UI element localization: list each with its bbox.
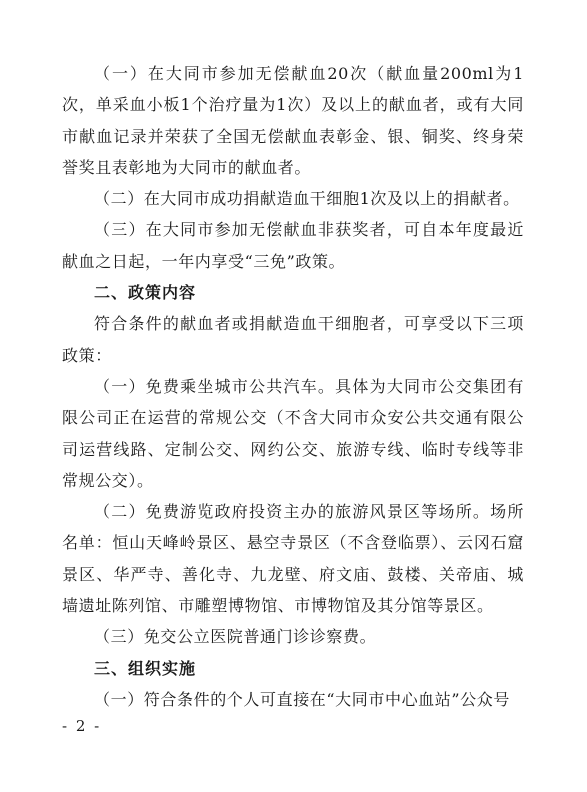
paragraph-implementation-1: （一）符合条件的个人可直接在“大同市中心血站”公众号 xyxy=(94,689,510,709)
paragraph-policy-intro: 符合条件的献血者或捐献造血干细胞者，可享受以下三项政策： xyxy=(62,314,524,365)
page-number: - 2 - xyxy=(62,717,102,735)
paragraph-policy-hospital: （三）免交公立医院普通门诊诊察费。 xyxy=(94,627,377,647)
paragraph-eligibility-2: （二）在大同市成功捐献造血干细胞1次及以上的捐献者。 xyxy=(94,189,520,209)
document-body xyxy=(62,58,524,715)
paragraph-policy-bus: （一）免费乘坐城市公共汽车。具体为大同市公交集团有限公司正在运营的常规公交（不含大同市众安公共交通有限公司运营线路、定制公交、网约公交、旅游专线、临时专线等非常规公交）。 xyxy=(62,376,524,490)
paragraph-eligibility-3: （三）在大同市参加无偿献血非获奖者，可自本年度最近献血之日起，一年内享受“三免”政策。 xyxy=(62,220,524,271)
section-heading-implementation: 三、组织实施 xyxy=(94,658,197,678)
paragraph-policy-scenic: （二）免费游览政府投资主办的旅游风景区等场所。场所名单：恒山天峰岭景区、悬空寺景区（不含登临票）、云冈石窟景区、华严寺、善化寺、九龙壁、府文庙、鼓楼、关帝庙、城墙遗址陈列馆、市雕塑博物馆、市博物馆及其分馆等景区。 xyxy=(62,502,524,616)
section-heading-policy-content: 二、政策内容 xyxy=(94,283,197,303)
paragraph-eligibility-1: （一）在大同市参加无偿献血20次（献血量200ml为1次，单采血小板1个治疗量为1次）及以上的献血者，或有大同市献血记录并荣获了全国无偿献血表彰金、银、铜奖、终身荣誉奖且表彰地为大同市的献血者。 xyxy=(62,64,524,177)
